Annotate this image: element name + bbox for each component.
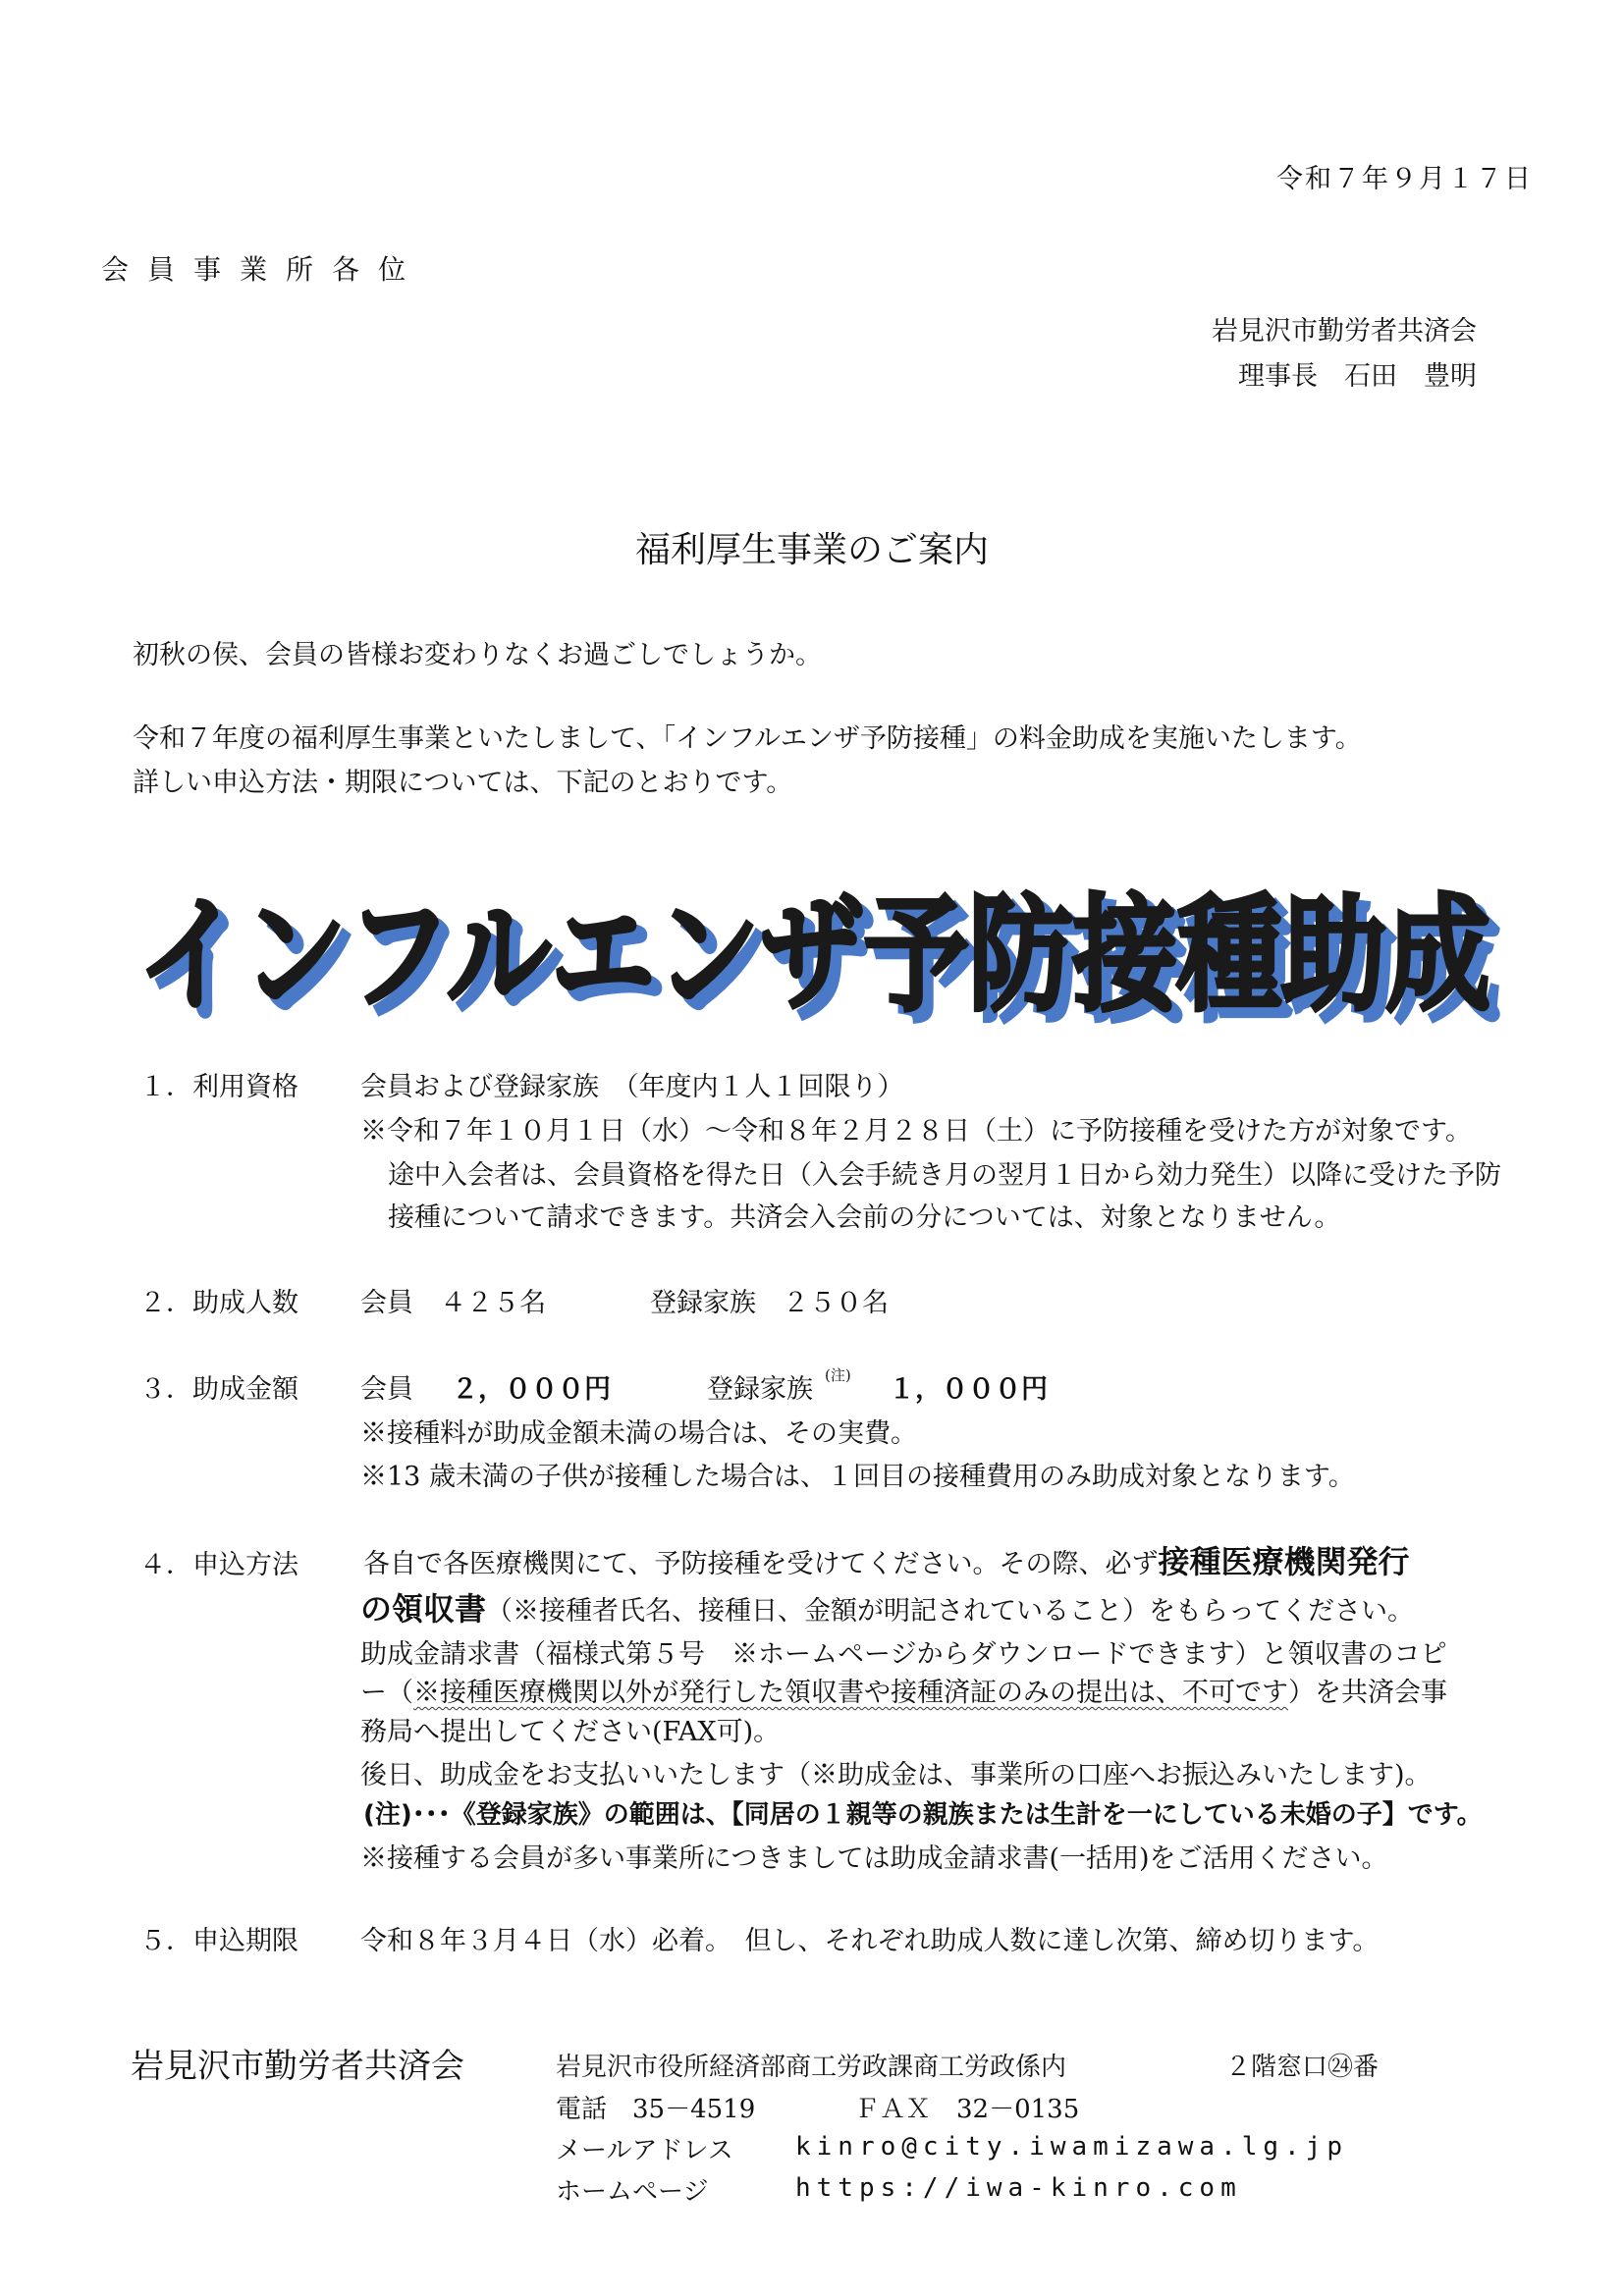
banner-shadow: インフルエンザ予防接種助成 (147, 892, 1500, 1031)
section-4-line-4 (360, 1671, 1447, 1709)
footer-address: 岩見沢市役所経済部商工労政課商工労政係内 (556, 2053, 1067, 2082)
footer-homepage[interactable]: https://iwa-kinro.com (795, 2173, 1242, 2203)
section-4-number: ４．申込方法 (139, 1550, 298, 1580)
section-4-line-1-emphasis: 接種医療機関発行 (1158, 1543, 1410, 1580)
section-3-number: ３．助成金額 (139, 1374, 298, 1405)
recipient: 会員事業所各位 (101, 253, 425, 286)
section-1-line-3: 途中入会者は、会員資格を得た日（入会手続き月の翌月１日から効力発生）以降に受けた予防 (388, 1160, 1501, 1191)
section-4-line-2-emphasis: の領収書 (360, 1590, 487, 1628)
footer-hp-label: ホームページ (556, 2177, 709, 2207)
section-4-line-1 (363, 1537, 1409, 1582)
footer-fax: ＦＡＸ 32－0135 (854, 2095, 1080, 2124)
banner-text: インフルエンザ予防接種助成 (137, 882, 1490, 1029)
section-4-line-2b: （※接種者氏名、接種日、金額が明記されていること）をもらってください。 (486, 1596, 1415, 1627)
section-2-number: ２．助成人数 (139, 1288, 298, 1318)
section-4-line-4c: ）を共済会事 (1288, 1678, 1447, 1708)
sender-chairman: 理事長 石田 豊明 (1238, 361, 1477, 392)
section-4-line-3: 助成金請求書（福様式第５号 ※ホームページからダウンロードできます）と領収書のコピ (360, 1639, 1447, 1670)
section-3-member-amount: ２，０００円 (452, 1374, 611, 1405)
document-date: 令和７年９月１７日 (1276, 164, 1533, 194)
section-2-member: 会員 ４２５名 (360, 1288, 546, 1318)
banner-title (135, 869, 1510, 1031)
footer-email[interactable]: kinro@city.iwamizawa.lg.jp (795, 2132, 1348, 2162)
section-2-family: 登録家族 ２５０名 (650, 1288, 889, 1318)
footer-window: ２階窓口㉔番 (1225, 2053, 1380, 2082)
section-1-line-2: ※令和７年１０月１日（水）～令和８年２月２８日（土）に予防接種を受けた方が対象です。 (360, 1116, 1472, 1147)
section-4-line-4-underlined: ※接種医療機関以外が発行した領収書や接種済証のみの提出は、不可です (413, 1678, 1288, 1708)
sender-block (1212, 309, 1477, 400)
section-4-line-2 (360, 1584, 1414, 1629)
greeting: 初秋の侯、会員の皆様お変わりなくお過ごしでしょうか。 (133, 640, 822, 670)
section-3-family-note-mark: (注) (825, 1366, 851, 1384)
footer-org: 岩見沢市勤労者共済会 (131, 2047, 464, 2086)
section-1-line-4: 接種について請求できます。共済会入会前の分については、対象となりません。 (388, 1202, 1341, 1233)
section-4-line-8: ※接種する会員が多い事業所につきましては助成金請求書(一括用)をご活用ください。 (360, 1843, 1388, 1874)
section-5-number: ５．申込期限 (139, 1926, 298, 1956)
section-4-line-4a: ー（ (360, 1678, 413, 1708)
sender-org: 岩見沢市勤労者共済会 (1212, 316, 1477, 347)
section-4-line-6: 後日、助成金をお支払いいたします（※助成金は、事業所の口座へお振込みいたします)。 (360, 1760, 1432, 1790)
section-4-line-7: (注)･･･《登録家族》の範囲は、【同居の１親等の親族または生計を一にしている未婚の子】です。 (363, 1800, 1483, 1830)
intro-line-2: 詳しい申込方法・期限については、下記のとおりです。 (133, 768, 793, 798)
section-3-note-1: ※接種料が助成金額未満の場合は、その実費。 (360, 1418, 917, 1449)
section-1-number: １．利用資格 (139, 1072, 298, 1102)
section-1-line-1: 会員および登録家族 （年度内１人１回限り） (360, 1072, 904, 1102)
section-4-line-5: 務局へ提出してください(FAX可)。 (360, 1717, 781, 1747)
section-4-line-1a: 各自で各医療機関にて、予防接種を受けてください。その際、必ず (363, 1549, 1159, 1579)
section-3-note-2: ※13 歳未満の子供が接種した場合は、１回目の接種費用のみ助成対象となります。 (360, 1462, 1355, 1492)
footer-email-label: メールアドレス (556, 2136, 733, 2165)
section-5-text: 令和８年３月４日（水）必着。 但し、それぞれ助成人数に達し次第、締め切ります。 (360, 1926, 1380, 1956)
intro-line-1: 令和７年度の福利厚生事業といたしまして、「インフルエンザ予防接種」の料金助成を実施いたします。 (133, 723, 1362, 754)
section-3-family-label: 登録家族 (707, 1374, 813, 1405)
section-3-family-amount: １，０００円 (889, 1374, 1048, 1405)
page-title: 福利厚生事業のご案内 (634, 530, 989, 570)
section-3-member-label: 会員 (360, 1374, 413, 1405)
footer-phone: 電話 35－4519 (556, 2095, 756, 2124)
